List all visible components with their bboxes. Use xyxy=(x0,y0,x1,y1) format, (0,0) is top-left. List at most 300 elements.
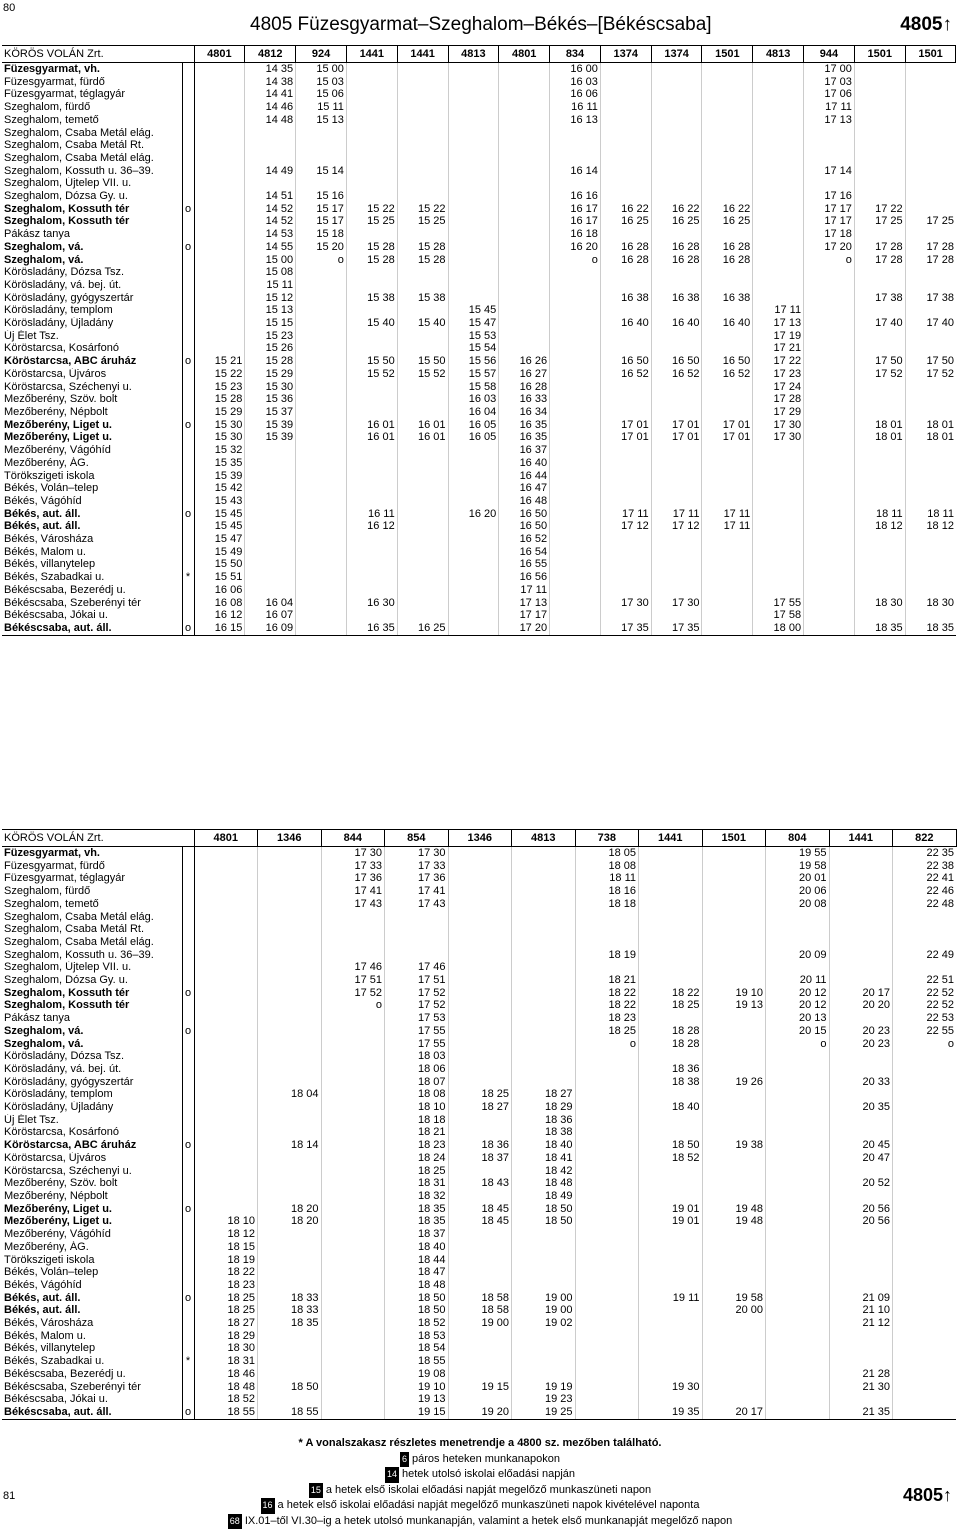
departure-time: 20 09 xyxy=(766,949,830,962)
trip-number: 834 xyxy=(550,46,601,63)
departure-time xyxy=(766,923,830,936)
trip-number: 1346 xyxy=(258,830,322,847)
departure-time: 18 30 xyxy=(854,597,905,610)
stop-marker xyxy=(182,597,194,610)
departure-time: 17 28 xyxy=(854,254,905,267)
departure-time xyxy=(194,860,258,873)
departure-time xyxy=(854,495,905,508)
trip-number: 738 xyxy=(575,830,639,847)
departure-time: 18 50 xyxy=(385,1292,449,1305)
departure-time xyxy=(550,431,601,444)
departure-time: 17 36 xyxy=(321,872,385,885)
departure-time xyxy=(639,1165,703,1178)
departure-time: 15 22 xyxy=(397,203,448,216)
departure-time xyxy=(702,1088,766,1101)
stop-name: Füzesgyarmat, vh. xyxy=(2,63,182,76)
departure-time xyxy=(829,949,893,962)
departure-time xyxy=(829,847,893,860)
stop-name: Mezőberény, Vágóhíd xyxy=(2,1228,182,1241)
stop-marker xyxy=(182,1241,194,1254)
departure-time xyxy=(448,520,499,533)
departure-time xyxy=(397,597,448,610)
stop-marker xyxy=(182,88,194,101)
departure-time xyxy=(296,431,347,444)
departure-time xyxy=(550,381,601,394)
stop-marker xyxy=(182,393,194,406)
departure-time xyxy=(499,241,550,254)
departure-time xyxy=(258,1025,322,1038)
departure-time xyxy=(854,393,905,406)
departure-time: 18 27 xyxy=(194,1317,258,1330)
route-number-top: 4805↑ xyxy=(900,14,952,36)
departure-time xyxy=(194,1063,258,1076)
departure-time xyxy=(245,470,296,483)
departure-time xyxy=(905,444,956,457)
departure-time: 17 19 xyxy=(753,330,804,343)
departure-time xyxy=(575,1241,639,1254)
departure-time xyxy=(448,177,499,190)
departure-time: 15 28 xyxy=(245,355,296,368)
departure-time xyxy=(448,571,499,584)
departure-time: 16 50 xyxy=(651,355,702,368)
departure-time xyxy=(753,546,804,559)
departure-time xyxy=(905,330,956,343)
departure-time xyxy=(194,1114,258,1127)
departure-time xyxy=(448,987,512,1000)
departure-time: 16 05 xyxy=(448,431,499,444)
departure-time: 17 01 xyxy=(651,431,702,444)
departure-time: 17 01 xyxy=(702,419,753,432)
departure-time: 15 37 xyxy=(245,406,296,419)
departure-time: 21 09 xyxy=(829,1292,893,1305)
departure-time xyxy=(702,101,753,114)
departure-time: 15 58 xyxy=(448,381,499,394)
stop-name: Szeghalom, Újtelep VII. u. xyxy=(2,961,182,974)
departure-time: 18 58 xyxy=(448,1292,512,1305)
page-number-bottom: 81 xyxy=(3,1490,15,1502)
trip-number: 1501 xyxy=(905,46,956,63)
departure-time xyxy=(296,304,347,317)
arrow-icon: ↑ xyxy=(943,1485,952,1505)
stop-marker xyxy=(182,1304,194,1317)
departure-time: 18 35 xyxy=(258,1317,322,1330)
departure-time: 19 58 xyxy=(766,860,830,873)
departure-time xyxy=(766,1342,830,1355)
trip-number: 1441 xyxy=(639,830,703,847)
departure-time xyxy=(448,279,499,292)
stop-name: Köröstarcsa, ABC áruház xyxy=(2,1139,182,1152)
departure-time xyxy=(766,1393,830,1406)
departure-time xyxy=(854,482,905,495)
departure-time: 17 11 xyxy=(804,101,855,114)
departure-time xyxy=(575,1139,639,1152)
departure-time xyxy=(512,999,576,1012)
stop-marker: o xyxy=(182,1139,194,1152)
departure-time xyxy=(499,228,550,241)
stop-marker xyxy=(182,165,194,178)
departure-time xyxy=(702,1050,766,1063)
departure-time: 18 25 xyxy=(385,1165,449,1178)
departure-time xyxy=(296,584,347,597)
departure-time xyxy=(893,936,957,949)
departure-time: 18 29 xyxy=(194,1330,258,1343)
departure-time: 18 50 xyxy=(639,1139,703,1152)
departure-time xyxy=(397,381,448,394)
departure-time: 18 44 xyxy=(385,1254,449,1267)
departure-time: 18 36 xyxy=(512,1114,576,1127)
footnote xyxy=(0,1467,960,1483)
stop-marker xyxy=(182,923,194,936)
departure-time xyxy=(893,1165,957,1178)
departure-time xyxy=(600,228,651,241)
departure-time: 20 13 xyxy=(766,1012,830,1025)
departure-time xyxy=(804,292,855,305)
trip-number: 4813 xyxy=(512,830,576,847)
departure-time xyxy=(639,847,703,860)
departure-time xyxy=(575,936,639,949)
departure-time xyxy=(245,152,296,165)
departure-time xyxy=(448,1114,512,1127)
stop-name: Szeghalom, temető xyxy=(2,898,182,911)
departure-time xyxy=(600,279,651,292)
departure-time xyxy=(296,533,347,546)
departure-time xyxy=(651,228,702,241)
departure-time xyxy=(397,228,448,241)
stop-name: Békés, villanytelep xyxy=(2,558,182,571)
departure-time: 15 25 xyxy=(346,215,397,228)
departure-time xyxy=(245,558,296,571)
timetable-row xyxy=(2,431,956,444)
departure-time xyxy=(766,1088,830,1101)
departure-time: 17 33 xyxy=(385,860,449,873)
departure-time xyxy=(766,1101,830,1114)
departure-time: 17 40 xyxy=(905,317,956,330)
departure-time xyxy=(804,127,855,140)
departure-time xyxy=(702,279,753,292)
departure-time: 18 22 xyxy=(639,987,703,1000)
departure-time xyxy=(766,1203,830,1216)
departure-time xyxy=(258,1355,322,1368)
timetable-row xyxy=(2,974,956,987)
timetable-row xyxy=(2,949,956,962)
departure-time: 20 47 xyxy=(829,1152,893,1165)
departure-time: 17 17 xyxy=(499,609,550,622)
departure-time: 15 11 xyxy=(296,101,347,114)
timetable-row xyxy=(2,1139,956,1152)
departure-time xyxy=(194,1088,258,1101)
departure-time xyxy=(296,177,347,190)
departure-time xyxy=(194,139,245,152)
departure-time: 18 50 xyxy=(258,1381,322,1394)
departure-time xyxy=(829,1342,893,1355)
note-code-badge: 6 xyxy=(400,1452,409,1468)
departure-time xyxy=(854,406,905,419)
departure-time: 16 12 xyxy=(194,609,245,622)
departure-time xyxy=(854,470,905,483)
departure-time: 19 01 xyxy=(639,1203,703,1216)
departure-time xyxy=(575,1317,639,1330)
departure-time xyxy=(550,127,601,140)
timetable-row xyxy=(2,254,956,267)
departure-time: 18 18 xyxy=(575,898,639,911)
departure-time xyxy=(804,495,855,508)
departure-time xyxy=(321,1101,385,1114)
departure-time xyxy=(829,1279,893,1292)
departure-time: 16 04 xyxy=(245,597,296,610)
departure-time: 15 28 xyxy=(397,254,448,267)
departure-time: 22 46 xyxy=(893,885,957,898)
stop-marker xyxy=(182,936,194,949)
departure-time xyxy=(194,1076,258,1089)
stop-marker xyxy=(182,584,194,597)
departure-time: 17 11 xyxy=(702,520,753,533)
departure-time: 16 54 xyxy=(499,546,550,559)
departure-time xyxy=(512,1355,576,1368)
departure-time xyxy=(194,898,258,911)
footnote xyxy=(0,1514,960,1529)
departure-time: 18 32 xyxy=(385,1190,449,1203)
stop-name: Békéscsaba, Bezerédj u. xyxy=(2,1368,182,1381)
stop-marker xyxy=(182,1254,194,1267)
departure-time xyxy=(194,292,245,305)
timetable-row xyxy=(2,304,956,317)
departure-time: 19 35 xyxy=(639,1406,703,1419)
departure-time xyxy=(600,63,651,76)
departure-time xyxy=(512,1012,576,1025)
departure-time: 19 10 xyxy=(385,1381,449,1394)
departure-time xyxy=(854,228,905,241)
departure-time: 19 26 xyxy=(702,1076,766,1089)
departure-time xyxy=(600,88,651,101)
departure-time xyxy=(194,76,245,89)
departure-time xyxy=(702,1114,766,1127)
stop-marker xyxy=(182,949,194,962)
stop-name: Békéscsaba, Jókai u. xyxy=(2,609,182,622)
departure-time xyxy=(346,533,397,546)
departure-time: 15 42 xyxy=(194,482,245,495)
timetable-row xyxy=(2,1012,956,1025)
departure-time: 20 33 xyxy=(829,1076,893,1089)
departure-time xyxy=(651,470,702,483)
departure-time xyxy=(651,533,702,546)
stop-marker xyxy=(182,974,194,987)
timetable-row xyxy=(2,1088,956,1101)
departure-time xyxy=(397,406,448,419)
departure-time: 16 48 xyxy=(499,495,550,508)
departure-time xyxy=(905,470,956,483)
departure-time: 18 12 xyxy=(854,520,905,533)
departure-time: 15 25 xyxy=(397,215,448,228)
departure-time xyxy=(905,76,956,89)
departure-time: 18 06 xyxy=(385,1063,449,1076)
departure-time xyxy=(499,317,550,330)
stop-marker xyxy=(182,1330,194,1343)
departure-time xyxy=(702,1381,766,1394)
departure-time: 19 15 xyxy=(385,1406,449,1419)
departure-time xyxy=(575,1050,639,1063)
departure-time xyxy=(397,304,448,317)
departure-time xyxy=(893,1139,957,1152)
departure-time: 18 35 xyxy=(905,622,956,635)
departure-time xyxy=(346,571,397,584)
trip-number: 4801 xyxy=(194,46,245,63)
departure-time xyxy=(194,127,245,140)
departure-time xyxy=(829,1190,893,1203)
departure-time: o xyxy=(893,1038,957,1051)
stop-name: Körösladány, gyógyszertár xyxy=(2,292,182,305)
departure-time xyxy=(702,177,753,190)
departure-time: 18 55 xyxy=(258,1406,322,1419)
departure-time xyxy=(702,1165,766,1178)
stop-marker xyxy=(182,1368,194,1381)
departure-time xyxy=(296,292,347,305)
departure-time xyxy=(766,1266,830,1279)
timetable-row xyxy=(2,597,956,610)
departure-time xyxy=(499,190,550,203)
stop-name: Szeghalom, temető xyxy=(2,114,182,127)
departure-time xyxy=(194,317,245,330)
departure-time xyxy=(512,1228,576,1241)
departure-time xyxy=(575,1330,639,1343)
departure-time xyxy=(600,482,651,495)
departure-time xyxy=(639,885,703,898)
stop-name: Köröstarcsa, Újváros xyxy=(2,368,182,381)
stop-name: Új Élet Tsz. xyxy=(2,1114,182,1127)
departure-time xyxy=(575,961,639,974)
departure-time xyxy=(346,342,397,355)
departure-time xyxy=(258,1101,322,1114)
departure-time xyxy=(804,139,855,152)
departure-time: 17 01 xyxy=(702,431,753,444)
stop-marker xyxy=(182,342,194,355)
departure-time: 16 35 xyxy=(499,419,550,432)
trip-number: 4801 xyxy=(499,46,550,63)
departure-time: 15 45 xyxy=(448,304,499,317)
departure-time xyxy=(905,533,956,546)
departure-time: 18 52 xyxy=(639,1152,703,1165)
departure-time xyxy=(600,470,651,483)
departure-time xyxy=(550,279,601,292)
departure-time xyxy=(600,114,651,127)
departure-time xyxy=(448,470,499,483)
departure-time xyxy=(639,1190,703,1203)
departure-time xyxy=(550,609,601,622)
departure-time xyxy=(448,533,499,546)
departure-time: 18 43 xyxy=(448,1177,512,1190)
departure-time: 18 22 xyxy=(575,999,639,1012)
departure-time xyxy=(194,1101,258,1114)
departure-time xyxy=(639,1126,703,1139)
departure-time: 16 22 xyxy=(702,203,753,216)
departure-time xyxy=(448,63,499,76)
footnote xyxy=(0,1498,960,1514)
departure-time xyxy=(651,304,702,317)
timetable-row xyxy=(2,1292,956,1305)
stop-marker xyxy=(182,470,194,483)
departure-time xyxy=(385,923,449,936)
departure-time xyxy=(753,508,804,521)
departure-time xyxy=(651,558,702,571)
departure-time xyxy=(448,228,499,241)
departure-time xyxy=(702,898,766,911)
stop-marker xyxy=(182,1152,194,1165)
route-number-bottom: 4805↑ xyxy=(903,1485,952,1506)
header-row xyxy=(2,830,956,847)
departure-time xyxy=(296,558,347,571)
departure-time xyxy=(258,1076,322,1089)
departure-time: 20 17 xyxy=(702,1406,766,1419)
stop-name: Békés, Malom u. xyxy=(2,546,182,559)
departure-time: 18 11 xyxy=(905,508,956,521)
departure-time: 17 22 xyxy=(854,203,905,216)
timetable-row xyxy=(2,1381,956,1394)
stop-name: Békéscsaba, aut. áll. xyxy=(2,622,182,635)
departure-time xyxy=(346,558,397,571)
departure-time xyxy=(397,63,448,76)
departure-time xyxy=(600,165,651,178)
departure-time: 15 38 xyxy=(397,292,448,305)
departure-time xyxy=(448,1190,512,1203)
departure-time: 17 21 xyxy=(753,342,804,355)
departure-time xyxy=(512,936,576,949)
departure-time xyxy=(550,266,601,279)
departure-time: 18 31 xyxy=(385,1177,449,1190)
departure-time: 16 01 xyxy=(346,431,397,444)
departure-time xyxy=(397,139,448,152)
departure-time xyxy=(829,1228,893,1241)
departure-time xyxy=(702,381,753,394)
departure-time xyxy=(651,342,702,355)
departure-time: 14 46 xyxy=(245,101,296,114)
departure-time: 17 52 xyxy=(854,368,905,381)
departure-time xyxy=(893,1241,957,1254)
departure-time xyxy=(397,533,448,546)
departure-time: 18 04 xyxy=(258,1088,322,1101)
departure-time xyxy=(321,1381,385,1394)
departure-time: 17 52 xyxy=(905,368,956,381)
departure-time xyxy=(346,190,397,203)
departure-time xyxy=(550,482,601,495)
timetable-row xyxy=(2,1126,956,1139)
departure-time xyxy=(448,1393,512,1406)
stop-marker xyxy=(182,266,194,279)
departure-time xyxy=(258,1254,322,1267)
timetable-row xyxy=(2,546,956,559)
departure-time: 16 52 xyxy=(702,368,753,381)
departure-time xyxy=(651,177,702,190)
stop-marker xyxy=(182,114,194,127)
departure-time: 18 27 xyxy=(512,1088,576,1101)
departure-time: 16 01 xyxy=(397,419,448,432)
departure-time: 16 13 xyxy=(550,114,601,127)
departure-time xyxy=(854,533,905,546)
departure-time xyxy=(702,961,766,974)
departure-time xyxy=(702,546,753,559)
departure-time xyxy=(258,1063,322,1076)
stop-marker xyxy=(182,1101,194,1114)
departure-time xyxy=(194,1139,258,1152)
departure-time xyxy=(296,444,347,457)
departure-time: 14 55 xyxy=(245,241,296,254)
departure-time: 18 54 xyxy=(385,1342,449,1355)
trip-number: 4813 xyxy=(448,46,499,63)
departure-time xyxy=(321,911,385,924)
footnote xyxy=(0,1436,960,1452)
departure-time: 14 52 xyxy=(245,203,296,216)
departure-time xyxy=(702,1254,766,1267)
departure-time xyxy=(346,482,397,495)
timetable-lower xyxy=(2,829,957,1420)
